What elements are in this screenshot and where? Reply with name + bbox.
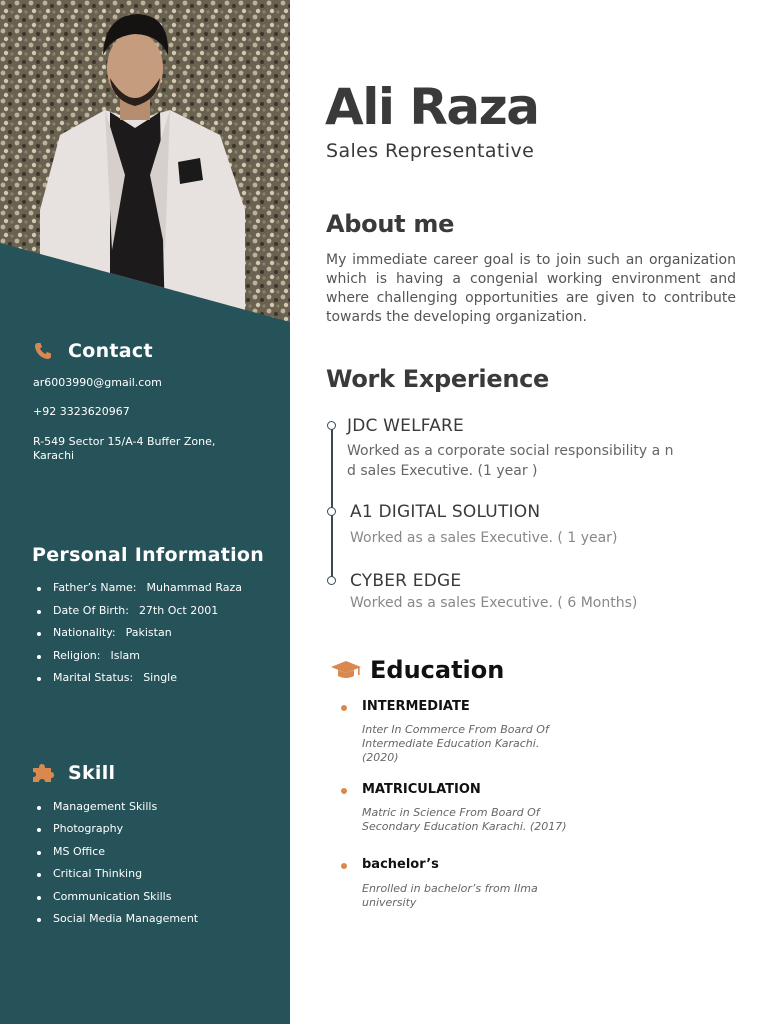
- contact-address: R-549 Sector 15/A-4 Buffer Zone, Karachi: [33, 435, 216, 462]
- timeline-line: [331, 425, 333, 580]
- list-item: Father’s Name: Muhammad Raza: [36, 581, 242, 604]
- list-item: Date Of Birth: 27th Oct 2001: [36, 604, 242, 627]
- education-bullet: [341, 863, 347, 869]
- education-title: INTERMEDIATE: [362, 699, 470, 714]
- list-item: Management Skills: [36, 800, 198, 822]
- person-role: Sales Representative: [326, 140, 535, 162]
- personal-info-list: [36, 581, 242, 694]
- about-text: My immediate career goal is to join such an organization which is having a congenial working environment and where challenging opportunities are given to contribute towards the developing organization.: [326, 252, 736, 325]
- graduation-cap-icon: [330, 659, 362, 681]
- contact-email[interactable]: ar6003990@gmail.com: [33, 376, 162, 389]
- list-item: MS Office: [36, 845, 198, 867]
- job-description: Worked as a sales Executive. ( 6 Months): [350, 595, 638, 611]
- education-description: Inter In Commerce From Board Of Intermediate Education Karachi. (2020): [362, 723, 549, 764]
- list-item: Religion: Islam: [36, 649, 242, 672]
- timeline-dot: [327, 576, 336, 585]
- contact-phone[interactable]: +92 3323620967: [33, 405, 130, 418]
- list-item: Social Media Management: [36, 912, 198, 934]
- person-name: Ali Raza: [325, 78, 539, 136]
- education-heading: Education: [330, 656, 504, 684]
- contact-heading: Contact: [32, 340, 153, 362]
- job-title: CYBER EDGE: [350, 571, 462, 591]
- list-item: Critical Thinking: [36, 867, 198, 889]
- puzzle-icon: [32, 762, 54, 784]
- job-description: Worked as a corporate social responsibility a n d sales Executive. (1 year ): [347, 443, 674, 479]
- education-description: Enrolled in bachelor’s from Ilma university: [362, 882, 538, 909]
- timeline-dot: [327, 421, 336, 430]
- list-item: Marital Status: Single: [36, 671, 242, 694]
- work-experience-heading: Work Experience: [326, 365, 550, 393]
- skill-heading: Skill: [32, 762, 115, 784]
- job-title: A1 DIGITAL SOLUTION: [350, 502, 541, 522]
- job-description: Worked as a sales Executive. ( 1 year): [350, 530, 618, 546]
- education-bullet: [341, 788, 347, 794]
- list-item: Photography: [36, 822, 198, 844]
- personal-info-heading: Personal Information: [32, 544, 265, 566]
- education-description: Matric in Science From Board Of Secondary Education Karachi. (2017): [362, 806, 567, 833]
- skills-list: [36, 800, 198, 934]
- about-heading: About me: [326, 210, 455, 238]
- profile-photo: [0, 0, 290, 322]
- education-title: bachelor’s: [362, 857, 439, 872]
- phone-icon: [32, 340, 54, 362]
- education-title: MATRICULATION: [362, 782, 481, 797]
- list-item: Communication Skills: [36, 890, 198, 912]
- education-bullet: [341, 705, 347, 711]
- job-title: JDC WELFARE: [347, 416, 464, 436]
- timeline-dot: [327, 507, 336, 516]
- sidebar: [0, 0, 290, 1024]
- list-item: Nationality: Pakistan: [36, 626, 242, 649]
